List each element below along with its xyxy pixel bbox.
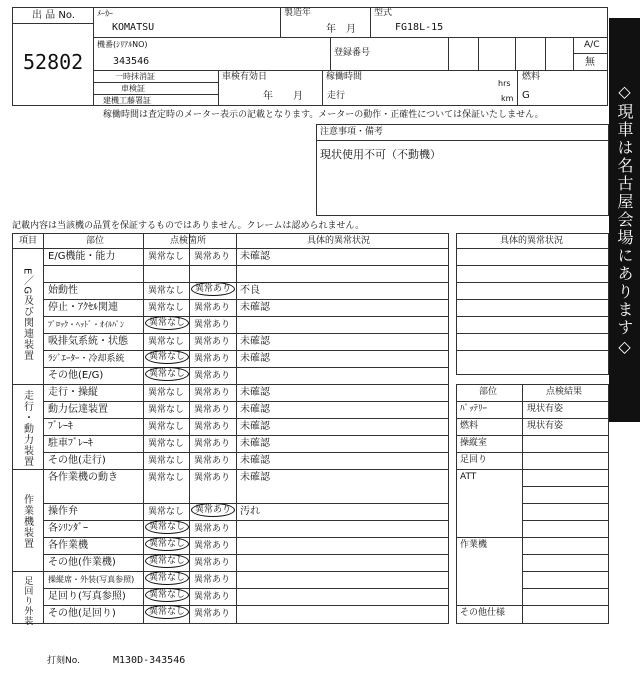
cert-construction: 建機工藤署証	[103, 96, 151, 105]
row-part: ﾌﾞﾛｯｸ・ﾍｯﾄﾞ・ｵｲﾙﾊﾟﾝ	[48, 320, 124, 329]
status-abnormal: 異常あり	[194, 575, 231, 585]
row-detail: 未確認	[240, 455, 270, 466]
status-normal-circled: 異常なし	[145, 520, 189, 534]
remarks-box	[316, 124, 609, 216]
status-abnormal: 異常あり	[194, 405, 231, 415]
status-normal: 異常なし	[148, 507, 185, 517]
status-abnormal: 異常あり	[194, 524, 231, 534]
header-detail-right: 具体的異常状況	[500, 236, 564, 246]
engraving-value: M130D-343546	[113, 655, 186, 666]
model-label: 型式	[374, 8, 393, 18]
result-part: 燃料	[460, 421, 479, 431]
remarks-label: 注意事項・備考	[320, 127, 384, 137]
hours-label: 稼働時間	[326, 72, 363, 82]
row-detail: 未確認	[240, 387, 270, 398]
hours-note: 稼働時間は査定時のメーター表示の記載となります。メーターの動作・正確性については保証いたしません。	[103, 110, 544, 120]
status-abnormal: 異常あり	[194, 252, 231, 262]
group-work: 作業機装置	[21, 494, 33, 549]
status-normal: 異常なし	[148, 252, 185, 262]
row-detail: 不良	[240, 285, 260, 296]
row-part: その他(作業機)	[48, 557, 116, 568]
row-part: 駐車ﾌﾞﾚｰｷ	[48, 438, 93, 449]
row-detail: 汚れ	[240, 506, 260, 517]
row-detail: 未確認	[240, 472, 270, 483]
lot-no-label: 出 品 No.	[32, 10, 75, 21]
ac-value: 無	[585, 57, 595, 68]
location-banner: ◇現車は名古屋会場にあります◇	[609, 18, 640, 422]
row-part: その他(走行)	[48, 455, 106, 466]
travel-label: 走行	[327, 91, 346, 101]
row-detail: 未確認	[240, 438, 270, 449]
status-abnormal: 異常あり	[194, 303, 231, 313]
lot-number: 52802	[23, 50, 84, 74]
engraving-label: 打刻No.	[47, 656, 80, 666]
group-undercarriage: 足回り外装	[22, 576, 33, 626]
row-part: 停止・ｱｸｾﾙ関連	[48, 302, 118, 313]
row-detail: 未確認	[240, 421, 270, 432]
row-part: 各作業機の動き	[48, 472, 118, 483]
status-abnormal: 異常あり	[194, 541, 231, 551]
status-abnormal-circled: 異常あり	[191, 503, 235, 517]
status-normal: 異常なし	[148, 456, 185, 466]
status-normal-circled: 異常なし	[145, 588, 189, 602]
hrs-unit: hrs	[498, 79, 511, 88]
status-abnormal: 異常あり	[194, 337, 231, 347]
status-abnormal: 異常あり	[194, 371, 231, 381]
serial-label: 機番(ｼﾘｱﾙNO)	[97, 40, 148, 49]
serial-value: 343546	[113, 56, 150, 67]
row-detail: 未確認	[240, 251, 270, 262]
km-unit: km	[501, 94, 514, 103]
status-normal: 異常なし	[148, 388, 185, 398]
row-detail: 未確認	[240, 302, 270, 313]
row-part: 走行・操縦	[48, 387, 98, 398]
row-part: 操作弁	[48, 506, 78, 517]
registration-label: 登録番号	[334, 48, 371, 58]
maker-value: KOMATSU	[112, 22, 155, 33]
header-check: 点検箇所	[170, 236, 207, 246]
row-part: 吸排気系統・状態	[48, 336, 128, 347]
disclaimer: 記載内容は当該機の品質を保証するものではありません。クレームは認められません。	[12, 221, 365, 231]
result-part: 操縦室	[460, 438, 488, 448]
result-value: 現状有姿	[527, 404, 564, 414]
status-abnormal: 異常あり	[194, 473, 231, 483]
inspection-label: 車検有効日	[222, 72, 268, 82]
status-normal: 異常なし	[148, 337, 185, 347]
status-normal-circled: 異常なし	[145, 367, 189, 381]
cert-vehicle: 車検証	[121, 84, 145, 93]
row-detail: 未確認	[240, 353, 270, 364]
row-detail: 未確認	[240, 404, 270, 415]
status-abnormal: 異常あり	[194, 592, 231, 602]
cert-temporary: 一時抹消証	[115, 72, 155, 81]
row-part: E/G機能・能力	[48, 251, 116, 262]
status-abnormal: 異常あり	[194, 456, 231, 466]
status-abnormal: 異常あり	[194, 422, 231, 432]
ac-label: A/C	[584, 40, 600, 50]
status-normal: 異常なし	[148, 303, 185, 313]
inspection-unit: 年 月	[263, 91, 303, 102]
year-label: 製造年	[284, 8, 312, 18]
status-normal-circled: 異常なし	[145, 571, 189, 585]
status-normal: 異常なし	[148, 422, 185, 432]
detail-right-table	[456, 233, 609, 375]
row-part: その他(足回り)	[48, 608, 116, 619]
row-part: 始動性	[48, 285, 78, 296]
header-detail: 具体的異常状況	[307, 236, 371, 246]
result-part: その他仕様	[460, 608, 506, 618]
status-normal: 異常なし	[148, 286, 185, 296]
result-part: 作業機	[460, 540, 488, 550]
status-abnormal: 異常あり	[194, 320, 231, 330]
group-engine: E／G及び関連装置	[21, 268, 33, 362]
row-part: 各ｼﾘﾝﾀﾞｰ	[48, 523, 88, 534]
status-normal: 異常なし	[148, 473, 185, 483]
maker-label: ﾒｰｶｰ	[97, 9, 113, 18]
status-abnormal: 異常あり	[194, 388, 231, 398]
result-part: ATT	[460, 472, 477, 482]
status-abnormal-circled: 異常あり	[191, 282, 235, 296]
result-header-part: 部位	[479, 387, 498, 397]
result-value: 現状有姿	[527, 421, 564, 431]
status-normal: 異常なし	[148, 405, 185, 415]
status-normal-circled: 異常なし	[145, 350, 189, 364]
header-part: 部位	[86, 236, 105, 246]
status-normal-circled: 異常なし	[145, 554, 189, 568]
status-abnormal: 異常あり	[194, 609, 231, 619]
result-header-result: 点検結果	[546, 387, 583, 397]
year-unit: 年 月	[326, 24, 356, 35]
status-normal-circled: 異常なし	[145, 316, 189, 330]
row-part: ﾗｼﾞｴｰﾀｰ・冷却系統	[48, 354, 125, 364]
row-part: 動力伝達装置	[48, 404, 108, 415]
row-part: その他(E/G)	[48, 370, 104, 381]
group-travel: 走行・動力装置	[21, 390, 33, 467]
status-normal-circled: 異常なし	[145, 537, 189, 551]
row-part: 各作業機	[48, 540, 88, 551]
fuel-value: G	[522, 90, 530, 101]
status-normal-circled: 異常なし	[145, 605, 189, 619]
fuel-label: 燃料	[522, 72, 541, 82]
status-abnormal: 異常あり	[194, 558, 231, 568]
row-detail: 未確認	[240, 336, 270, 347]
status-normal: 異常なし	[148, 439, 185, 449]
row-part: ﾌﾞﾚｰｷ	[48, 421, 73, 432]
header-category: 項目	[19, 236, 38, 246]
status-abnormal: 異常あり	[194, 354, 231, 364]
status-abnormal: 異常あり	[194, 439, 231, 449]
result-part: 足回り	[460, 455, 488, 465]
row-part: 足回り(写真参照)	[48, 591, 126, 602]
model-value: FG18L-15	[395, 22, 444, 33]
remarks-text: 現状使用不可（不動機）	[320, 148, 441, 161]
row-part: 操縦席・外装(写真参照)	[48, 575, 135, 584]
result-part: ﾊﾞｯﾃﾘｰ	[460, 404, 488, 414]
